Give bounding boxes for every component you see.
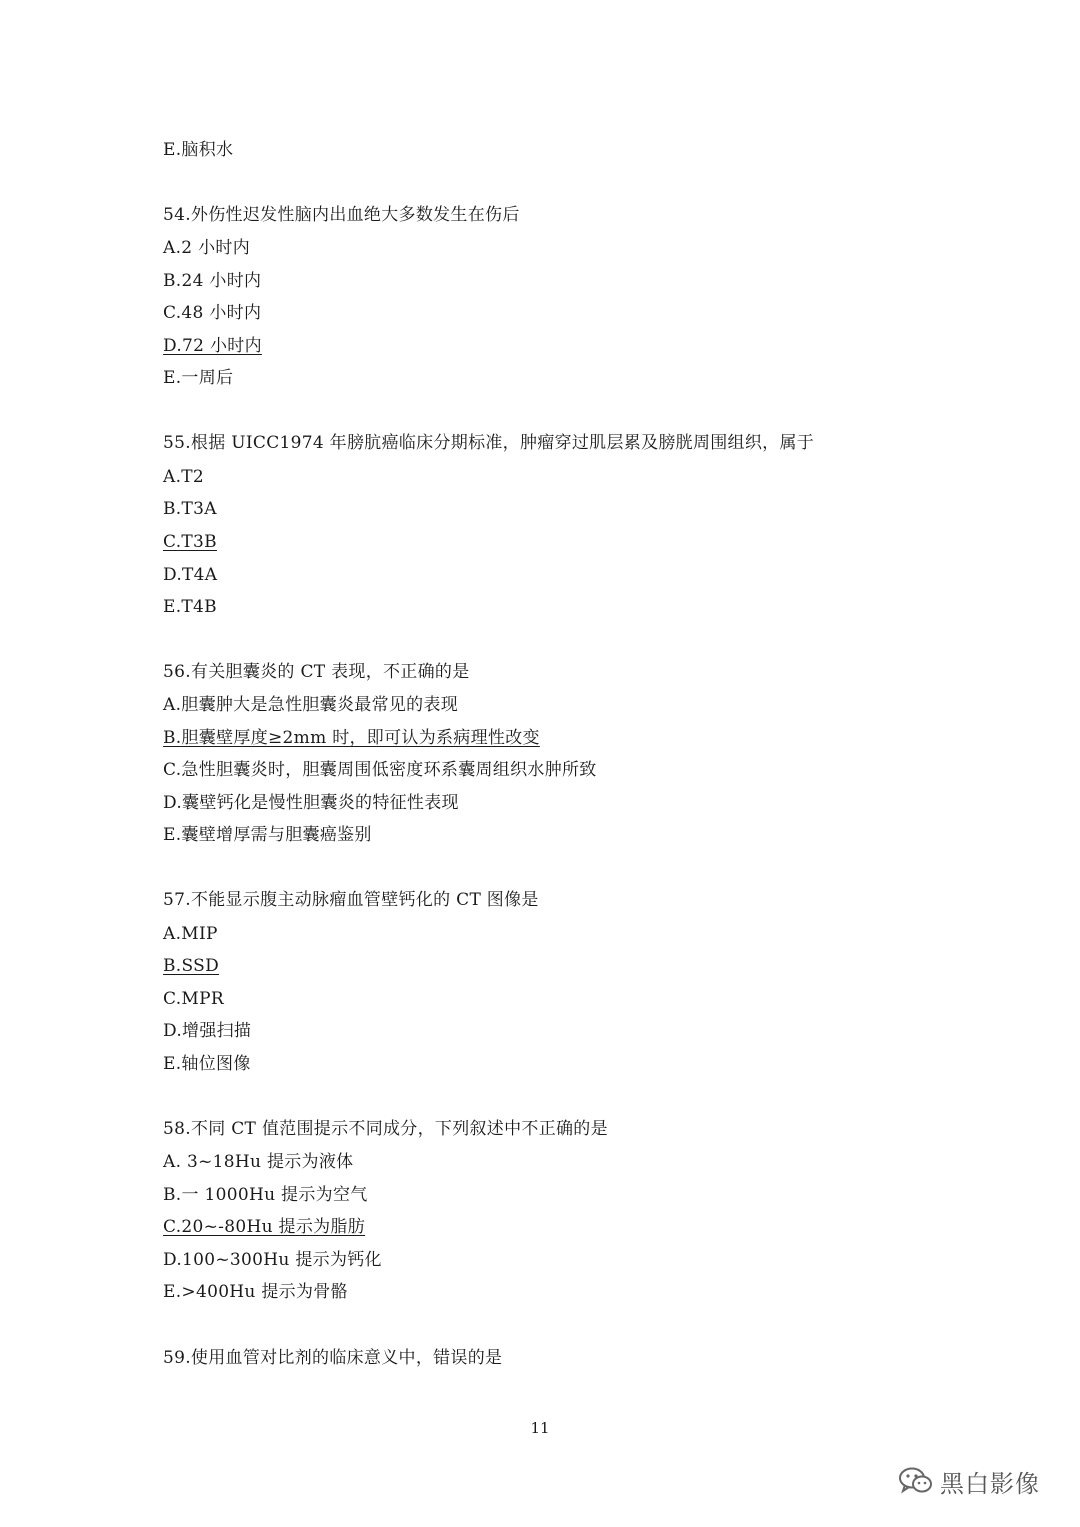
question-57: 57.不能显示腹主动脉瘤血管壁钙化的 CT 图像是	[163, 890, 539, 910]
option-56a: A.胆囊肿大是急性胆囊炎最常见的表现	[163, 695, 459, 715]
option-54e: E.一周后	[163, 368, 234, 388]
option-54d-answer: D.72 小时内	[163, 336, 262, 356]
page-number: 11	[530, 1419, 550, 1437]
option-55c-answer: C.T3B	[163, 532, 217, 552]
option-57e: E.轴位图像	[163, 1054, 251, 1074]
option-57b-answer: B.SSD	[163, 956, 220, 976]
option-56d: D.囊壁钙化是慢性胆囊炎的特征性表现	[163, 793, 459, 813]
watermark	[898, 1461, 1040, 1501]
option-58a: A. 3~18Hu 提示为液体	[163, 1152, 354, 1172]
option-58d: D.100~300Hu 提示为钙化	[163, 1250, 382, 1270]
question-55: 55.根据 UICC1974 年膀肮癌临床分期标准，肿瘤穿过肌层累及膀胱周围组织，属于	[163, 433, 815, 453]
option-55e: E.T4B	[163, 597, 217, 617]
option-57d: D.增强扫描	[163, 1021, 252, 1041]
option-56e: E.囊壁增厚需与胆囊癌鉴别	[163, 825, 372, 845]
option-58e: E.>400Hu 提示为骨骼	[163, 1282, 348, 1302]
question-59: 59.使用血管对比剂的临床意义中，错误的是	[163, 1348, 503, 1368]
option-54b: B.24 小时内	[163, 271, 262, 291]
option-58c-answer: C.20~-80Hu 提示为脂肪	[163, 1217, 366, 1237]
option-55d: D.T4A	[163, 565, 218, 585]
watermark-text: 黑白影像	[940, 1469, 1040, 1498]
option-57c: C.MPR	[163, 989, 224, 1009]
option-55b: B.T3A	[163, 499, 217, 519]
option-57a: A.MIP	[163, 924, 218, 944]
question-56: 56.有关胆囊炎的 CT 表现，不正确的是	[163, 662, 470, 682]
question-58: 58.不同 CT 值范围提示不同成分，下列叙述中不正确的是	[163, 1119, 608, 1139]
option-53e: E.脑积水	[163, 140, 234, 160]
option-56b-answer: B.胆囊壁厚度≥2mm 时，即可认为系病理性改变	[163, 728, 540, 748]
option-55a: A.T2	[163, 467, 205, 487]
option-56c: C.急性胆囊炎时，胆囊周围低密度环系囊周组织水肿所致	[163, 760, 597, 780]
question-54: 54.外伤性迟发性脑内出血绝大多数发生在伤后	[163, 205, 520, 225]
option-58b: B.一 1000Hu 提示为空气	[163, 1185, 368, 1205]
option-54a: A.2 小时内	[163, 238, 251, 258]
option-54c: C.48 小时内	[163, 303, 262, 323]
wechat-icon	[898, 1466, 934, 1496]
